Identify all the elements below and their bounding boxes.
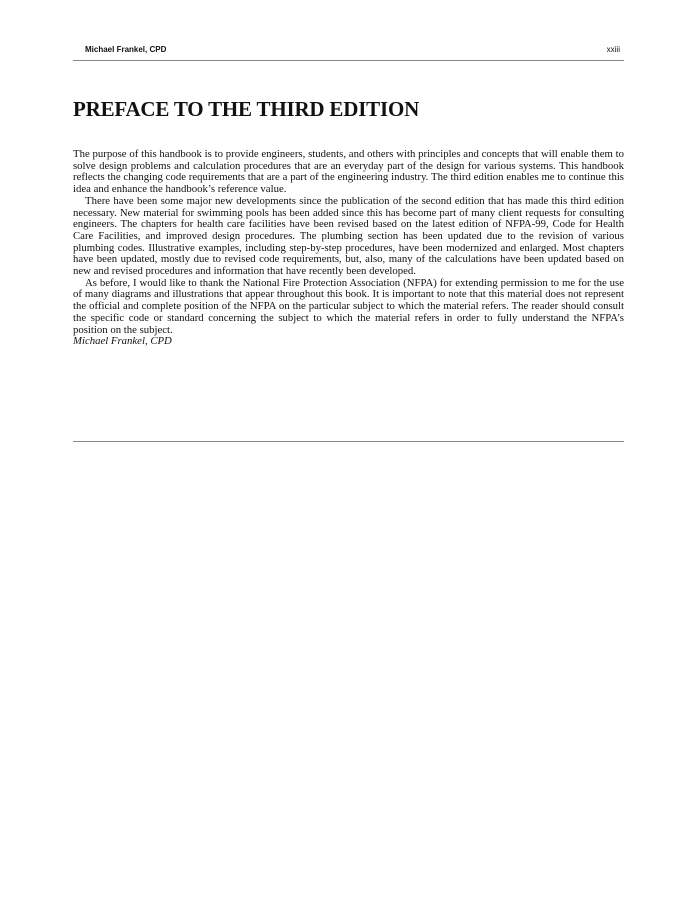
preface-body [73, 149, 624, 348]
paragraph-3: As before, I would like to thank the National Fire Protection Association (NFPA) for extending permission to me for the use of many diagrams and illustrations that appear throughout this book. It is important to note that this material does not represent the official and complete position of the NFPA on the particular subject to which the material refers. The reader should consult the specific code or standard concerning the subject to which the material refers in order to fully understand the NFPA’s position on the subject. [73, 276, 624, 336]
paragraph-2: There have been some major new developments since the publication of the second edition that has made this third edition necessary. New material for swimming pools has been added since this has become part of many client requests for consulting engineers. The chapters for health care facilities have been revised based on the latest edition of NFPA-99, Code for Health Care Facilities, and improved design procedures. The plumbing section has been updated due to the revision of various plumbing codes. Illustrative examples, including step-by-step procedures, have been modernized and enlarged. Most chapters have been updated, mostly due to revised code requirements, but, also, many of the calculations have been updated based on new and revised procedures and information that have recently been developed. [73, 194, 624, 278]
signature: Michael Frankel, CPD [73, 335, 172, 348]
page-title: PREFACE TO THE THIRD EDITION [73, 97, 420, 121]
footer-divider [73, 441, 624, 442]
page-number: xxiii [606, 45, 620, 54]
running-header [73, 44, 624, 61]
paragraph-1: The purpose of this handbook is to provide engineers, students, and others with principles and concepts that will enable them to solve design problems and calculation procedures that are an everyday part of the design for various systems. This handbook reflects the changing code requirements that are a part of the engineering industry. The third edition enables me to continue this idea and enhance the handbook’s reference value. [73, 148, 624, 196]
header-author: Michael Frankel, CPD [85, 45, 167, 54]
